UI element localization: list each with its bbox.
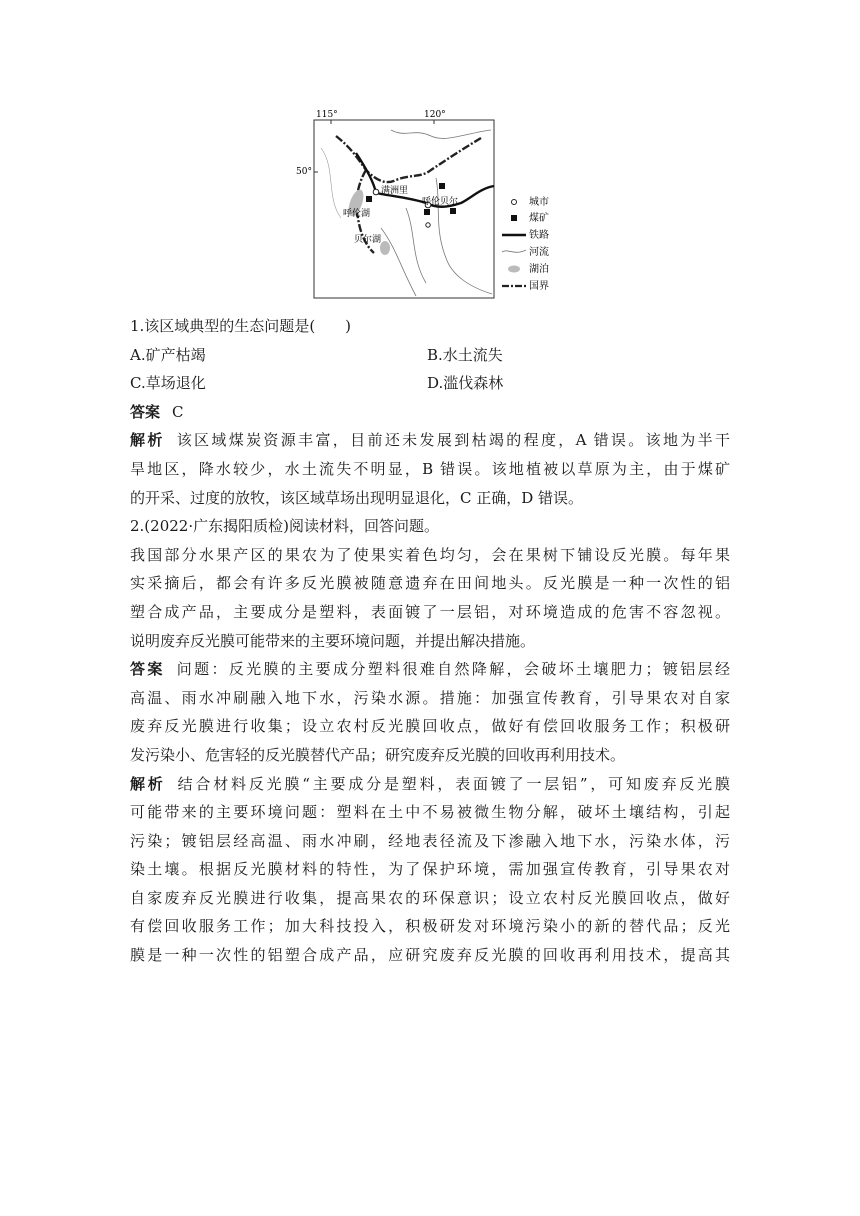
q2-material-line: 塑合成产品，主要成分是塑料，表面镀了一层铝，对环境造成的危害不容忽视。 (130, 602, 730, 621)
national-border (336, 136, 481, 182)
place-label-buir-lake: 贝尔湖 (354, 235, 382, 245)
map-legend (502, 195, 549, 292)
legend-railway: 铁路 (529, 230, 549, 241)
q2-answer-line: 发污染小、危害轻的反光膜替代产品；研究废弃反光膜的回收再利用技术。 (130, 745, 626, 764)
coal-mine-marker (450, 208, 456, 214)
coal-mine-marker (439, 183, 445, 189)
q2-analysis-line: 污染；镀铝层经高温、雨水冲刷，经地表径流及下渗融入地下水，污染水体，污 (130, 831, 730, 850)
q2-analysis-line: 可能带来的主要环境问题：塑料在土中不易被微生物分解，破坏土壤结构，引起 (130, 803, 730, 822)
lon-label-120: 120° (424, 110, 446, 120)
lat-label-50: 50° (296, 167, 312, 177)
q2-material-line: 我国部分水果产区的果农为了使果实着色均匀，会在果树下铺设反光膜。每年果 (130, 545, 730, 564)
q1-analysis-line: 的开采、过度的放牧，该区域草场出现明显退化，C 正确，D 错误。 (130, 488, 584, 507)
q1-analysis-line: 旱地区，降水较少，水土流失不明显，B 错误。该地植被以草原为主，由于煤矿 (130, 459, 730, 478)
place-label-manzhouli: 满洲里 (381, 186, 409, 196)
q2-answer-line: 废弃反光膜进行收集；设立农村反光膜回收点，做好有偿回收服务工作；积极研 (130, 717, 730, 736)
lon-label-115: 115° (316, 110, 338, 120)
q2-analysis-line: 解析 结合材料反光膜“主要成分是塑料，表面镀了一层铝”，可知废弃反光膜 (130, 774, 730, 793)
legend-city: 城市 (529, 197, 549, 208)
legend-river: 河流 (529, 247, 549, 258)
legend-coal: 煤矿 (529, 213, 549, 224)
analysis-label: 解析 (130, 774, 166, 793)
q1-option-c: C.草场退化 (130, 374, 206, 393)
place-label-hulunbuir: 呼伦贝尔 (422, 197, 459, 207)
coal-mine-marker (424, 209, 430, 215)
q1-option-d: D.滥伐森林 (427, 374, 504, 393)
q2-answer-line: 高温、雨水冲刷融入地下水，污染水源。措施：加强宣传教育，引导果农对自家 (130, 688, 730, 707)
city-marker (373, 189, 379, 195)
q2-stem: 2.(2022·广东揭阳质检)阅读材料，回答问题。 (130, 517, 439, 536)
q2-analysis-line: 染土壤。根据反光膜材料的特性，为了保护环境，需加强宣传教育，引导果农对 (130, 860, 730, 879)
city-marker (426, 223, 430, 227)
q2-analysis-line: 自家废弃反光膜进行收集，提高果农的环保意识；设立农村反光膜回收点，做好 (130, 888, 730, 907)
q2-material-line: 说明废弃反光膜可能带来的主要环境问题，并提出解决措施。 (130, 631, 536, 650)
q2-analysis-line: 膜是一种一次性的铝塑合成产品，应研究废弃反光膜的回收再利用技术，提高其 (130, 946, 730, 965)
q1-answer-value: C (172, 402, 184, 421)
river (391, 130, 491, 138)
place-label-hulun-lake: 呼伦湖 (343, 209, 371, 219)
document-body (130, 312, 730, 970)
legend-lake: 湖泊 (529, 264, 549, 275)
q1-answer (130, 398, 730, 427)
analysis-label: 解析 (130, 431, 165, 450)
answer-label: 答案 (130, 402, 161, 421)
legend-border: 国界 (529, 281, 549, 292)
answer-label: 答案 (130, 660, 165, 679)
q1-option-b: B.水土流失 (427, 345, 503, 364)
q1-stem: 1.该区域典型的生态问题是( ) (130, 317, 352, 335)
q1-analysis-line: 解析 该区域煤炭资源丰富，目前还未发展到枯竭的程度，A 错误。该地为半干 (130, 431, 730, 450)
q2-answer-line: 答案 问题：反光膜的主要成分塑料很难自然降解，会破坏土壤肥力；镀铝层经 (130, 660, 730, 679)
q1-options-row1 (130, 341, 730, 370)
q1-options-row2 (130, 369, 730, 398)
region-map (296, 108, 566, 300)
coal-mine-marker (366, 196, 372, 202)
q1-option-a: A.矿产枯竭 (130, 345, 206, 364)
q2-material-line: 实采摘后，都会有许多反光膜被随意遗弃在田间地头。反光膜是一种一次性的铝 (130, 574, 730, 593)
q2-analysis-line: 有偿回收服务工作；加大科技投入，积极研发对环境污染小的新的替代品；反光 (130, 917, 730, 936)
lake-buir (380, 241, 390, 255)
